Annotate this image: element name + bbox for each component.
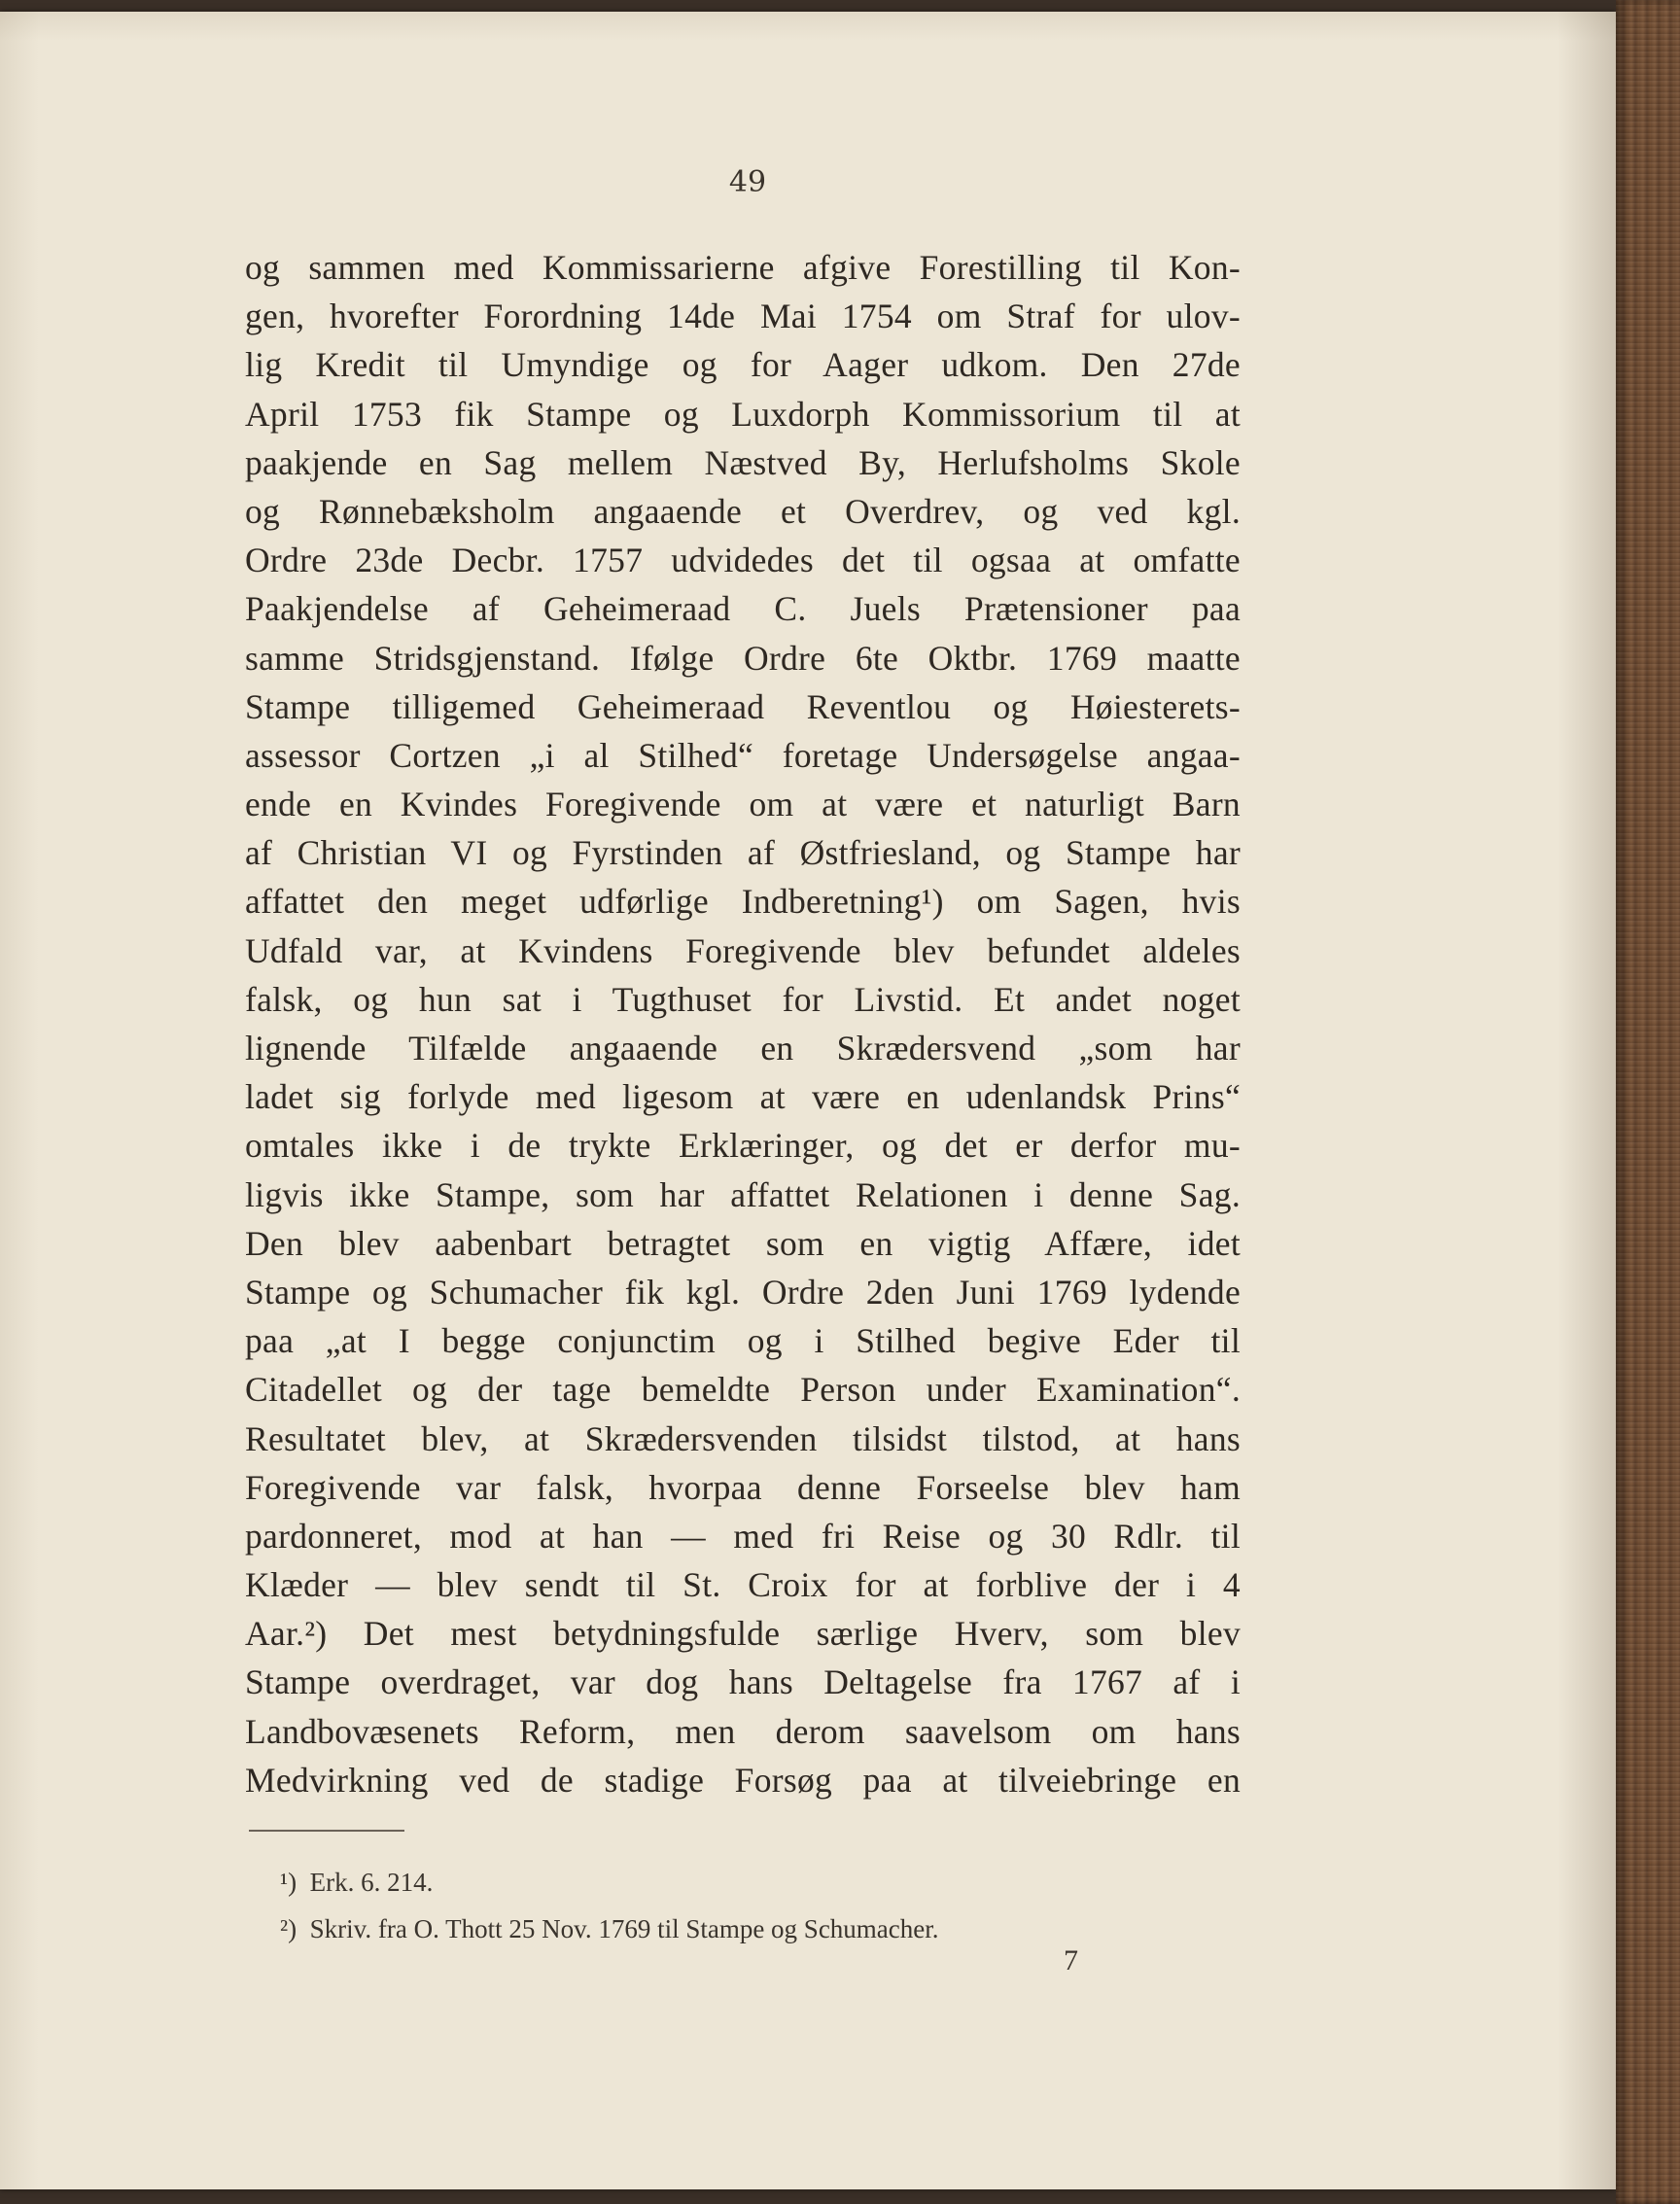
signature-mark: 7 xyxy=(1064,1944,1078,1977)
footnote-text: Erk. 6. 214. xyxy=(309,1868,434,1897)
text-line: assessor Cortzen „i al Stilhed“ foretage Undersøgelse angaa- xyxy=(245,735,1241,775)
text-line: Ordre 23de Decbr. 1757 udvidedes det til ogsaa at omfatte xyxy=(245,541,1241,580)
text-line: af Christian VI og Fyrstinden af Østfriesland, og Stampe har xyxy=(245,833,1241,873)
footnote-1 xyxy=(280,1859,1213,1906)
text-line: ende en Kvindes Foregivende om at være et naturligt Barn xyxy=(245,785,1241,824)
text-line: omtales ikke i de trykte Erklæringer, og det er derfor mu- xyxy=(245,1126,1241,1166)
text-line: Klæder — blev sendt til St. Croix for at forblive der i 4 xyxy=(245,1565,1241,1605)
footnote-mark: ¹) xyxy=(280,1868,298,1897)
text-line: lignende Tilfælde angaaende en Skrædersvend „som har xyxy=(245,1029,1241,1067)
text-line: Citadellet og der tage bemeldte Person under Examination“. xyxy=(245,1370,1241,1410)
page-number: 49 xyxy=(728,165,767,199)
text-line: samme Stridsgjenstand. Ifølge Ordre 6te Oktbr. 1769 maatte xyxy=(245,638,1241,678)
footnotes xyxy=(280,1859,1213,1952)
text-line: Medvirkning ved de stadige Forsøg paa at tilveiebringe en xyxy=(245,1760,1241,1800)
text-line: ladet sig forlyde med ligesom at være en udenlandsk Prins“ xyxy=(245,1077,1241,1117)
text-line: April 1753 fik Stampe og Luxdorph Kommissorium til at xyxy=(245,394,1241,434)
text-line: Paakjendelse af Geheimeraad C. Juels Prætensioner paa xyxy=(245,589,1241,629)
text-line: og Rønnebæksholm angaaende et Overdrev, og ved kgl. xyxy=(245,491,1241,531)
text-line: og sammen med Kommissarierne afgive Forestilling til Kon- xyxy=(245,248,1241,287)
text-line: pardonneret, mod at han — med fri Reise og 30 Rdlr. til xyxy=(245,1516,1241,1556)
book-cover-edge xyxy=(1616,0,1680,2204)
text-line: Stampe overdraget, var dog hans Deltagelse fra 1767 af i xyxy=(245,1662,1241,1702)
footnote-mark: ²) xyxy=(280,1914,298,1943)
text-line: affattet den meget udførlige Indberetning¹) om Sagen, hvis xyxy=(245,882,1241,922)
paper-page xyxy=(0,12,1616,2189)
footnote-text: Skriv. fra O. Thott 25 Nov. 1769 til Stampe og Schumacher. xyxy=(309,1914,939,1943)
body-text xyxy=(245,243,1241,1804)
text-line: Den blev aabenbart betragtet som en vigtig Affære, idet xyxy=(245,1223,1241,1263)
text-line: Foregivende var falsk, hvorpaa denne Forseelse blev ham xyxy=(245,1467,1241,1507)
leather-texture xyxy=(1616,0,1680,2204)
text-line: Resultatet blev, at Skrædersvenden tilsidst tilstod, at hans xyxy=(245,1418,1241,1458)
text-line: Aar.²) Det mest betydningsfulde særlige Hverv, som blev xyxy=(245,1614,1241,1654)
text-line: paa „at I begge conjunctim og i Stilhed begive Eder til xyxy=(245,1321,1241,1361)
text-line: falsk, og hun sat i Tugthuset for Livstid. Et andet noget xyxy=(245,979,1241,1019)
text-line: gen, hvorefter Forordning 14de Mai 1754 om Straf for ulov- xyxy=(245,297,1241,336)
text-line: Stampe tilligemed Geheimeraad Reventlou og Høiesterets- xyxy=(245,686,1241,726)
text-line: paakjende en Sag mellem Næstved By, Herlufsholms Skole xyxy=(245,442,1241,482)
text-line: ligvis ikke Stampe, som har affattet Relationen i denne Sag. xyxy=(245,1174,1241,1214)
footnote-separator xyxy=(249,1830,404,1832)
text-line: lig Kredit til Umyndige og for Aager udkom. Den 27de xyxy=(245,345,1241,385)
text-line: Udfald var, at Kvindens Foregivende blev befundet aldeles xyxy=(245,930,1241,970)
text-line: Landbovæsenets Reform, men derom saavelsom om hans xyxy=(245,1711,1241,1751)
text-line: Stampe og Schumacher fik kgl. Ordre 2den Juni 1769 lydende xyxy=(245,1272,1241,1312)
